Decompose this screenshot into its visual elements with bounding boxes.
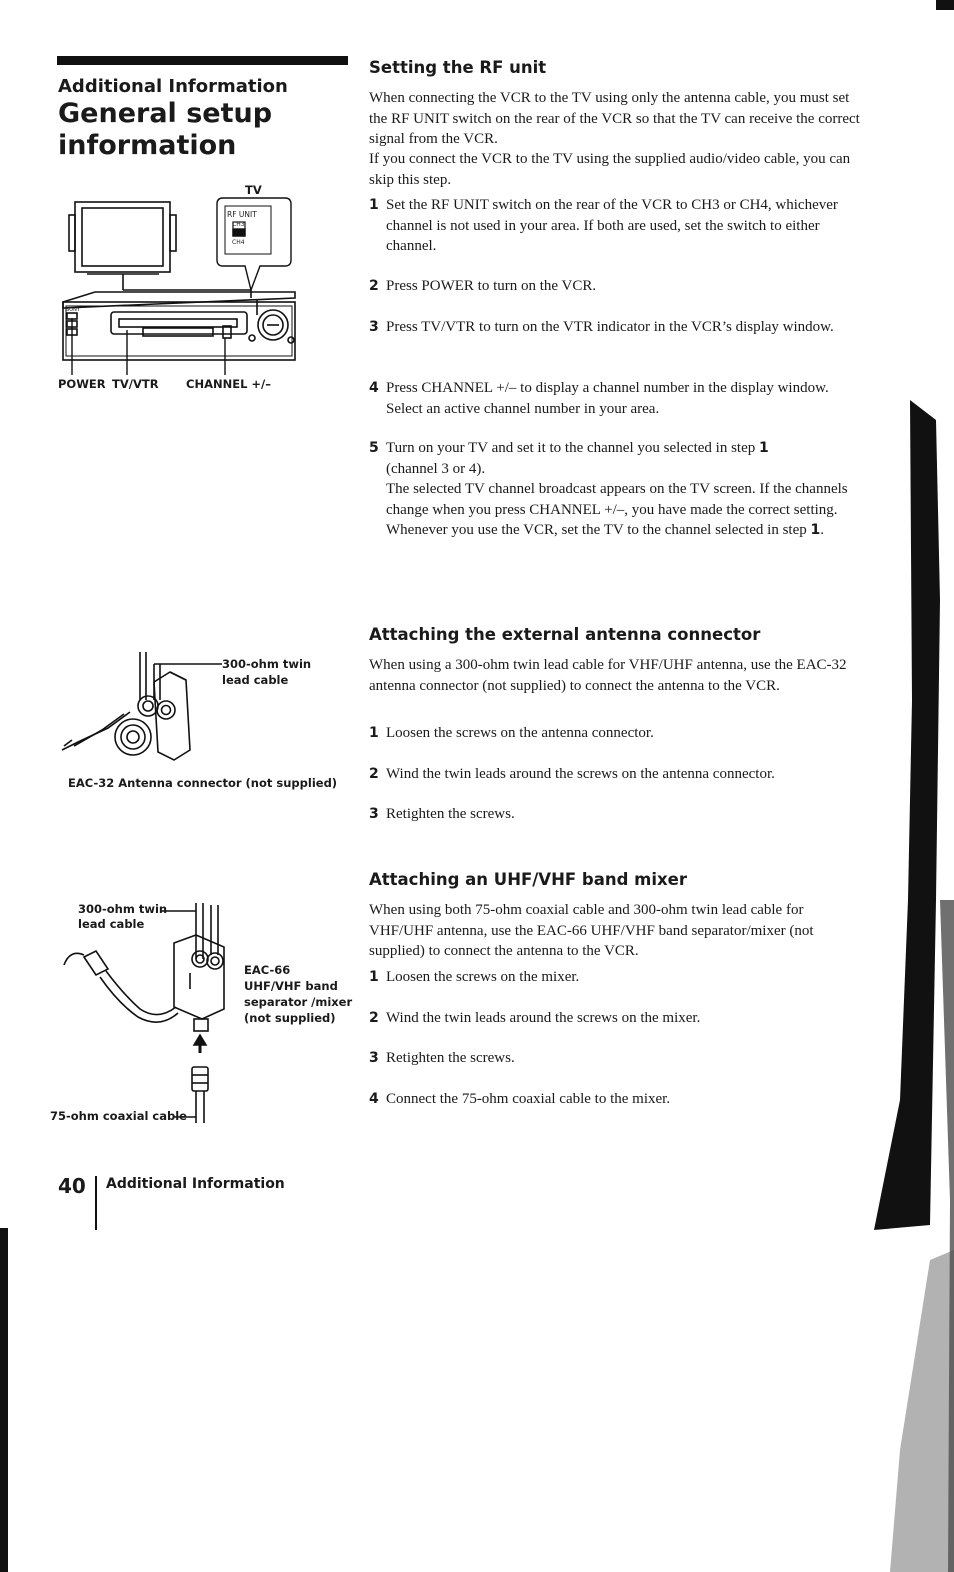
scan-edge-right xyxy=(870,0,954,1572)
step-5-text-b: (channel 3 or 4). xyxy=(386,460,486,477)
antenna-step-1 xyxy=(369,723,869,744)
eac66-cable-label-1: 300-ohm twin xyxy=(78,902,168,916)
step-number: 2 xyxy=(369,1010,379,1026)
step-number: 1 xyxy=(369,197,379,213)
step-number: 3 xyxy=(369,806,379,822)
step-text: Retighten the screws. xyxy=(386,806,515,822)
step-number: 4 xyxy=(369,380,379,396)
power-label: POWER xyxy=(58,377,106,391)
footer-section-label: Additional Information xyxy=(106,1176,285,1192)
tv-vcr-figure xyxy=(55,180,355,390)
ch4-text: CH4 xyxy=(232,239,245,246)
eac32-caption: EAC-32 Antenna connector (not supplied) xyxy=(68,776,338,790)
rf-unit-heading: Setting the RF unit xyxy=(369,58,547,77)
step-number: 2 xyxy=(369,766,379,782)
step-text: Set the RF UNIT switch on the rear of the VCR to CH3 or CH4, whichever channel is not used in your area. If both are used, set the switch to either channel. xyxy=(386,197,838,254)
eac66-figure xyxy=(48,895,358,1135)
scan-edge-left xyxy=(0,1228,8,1572)
step-number: 4 xyxy=(369,1091,379,1107)
step-number: 2 xyxy=(369,278,379,294)
eac32-cable-label-1: 300-ohm twin xyxy=(222,657,312,671)
step-ref: 1 xyxy=(759,440,769,456)
page-title: General setup information xyxy=(58,98,273,161)
rf-step-1 xyxy=(369,195,869,257)
step-5-text-c: The selected TV channel broadcast appears on the TV screen. If the channels change when you press CHANNEL +/–, you have made the correct setting. xyxy=(386,481,848,518)
vcr-drawing xyxy=(63,292,295,360)
rf-unit-text: RF UNIT xyxy=(227,210,257,219)
eac32-figure xyxy=(58,650,358,800)
tv-vtr-label: TV/VTR xyxy=(112,377,159,391)
mixer-heading: Attaching an UHF/VHF band mixer xyxy=(369,870,687,889)
step-5-tail: . xyxy=(820,522,824,538)
step-text: Press TV/VTR to turn on the VTR indicator in the VCR’s display window. xyxy=(386,319,834,335)
eac66-cable-label-2: lead cable xyxy=(78,917,145,931)
header-rule xyxy=(57,56,348,65)
antenna-heading: Attaching the external antenna connector xyxy=(369,625,761,644)
rf-unit-intro-2: If you connect the VCR to the TV using the supplied audio/video cable, you can skip this step. xyxy=(369,151,851,188)
mixer-intro: When using both 75-ohm coaxial cable and 300-ohm twin lead cable for VHF/UHF antenna, use the EAC-66 UHF/VHF band separator/mixer (not supplied) to connect the antenna to the VCR. xyxy=(369,902,814,959)
step-text: Press CHANNEL +/– to display a channel number in the display window. Select an active channel number in your area. xyxy=(386,380,829,417)
rf-step-4 xyxy=(369,378,869,419)
step-number: 1 xyxy=(369,725,379,741)
eac66-mixer-label-3: separator /mixer xyxy=(244,995,353,1009)
step-text: Loosen the screws on the antenna connector. xyxy=(386,725,654,741)
footer-divider xyxy=(95,1176,97,1230)
channel-label: CHANNEL +/– xyxy=(186,377,271,391)
section-label: Additional Information xyxy=(58,76,288,97)
step-text: Connect the 75-ohm coaxial cable to the mixer. xyxy=(386,1091,671,1107)
eac66-mixer-label-2: UHF/VHF band xyxy=(244,979,338,993)
antenna-step-3 xyxy=(369,804,869,825)
tv-label: TV xyxy=(245,183,262,197)
step-text xyxy=(386,438,869,541)
step-5-text-a: Turn on your TV and set it to the channel you selected in step xyxy=(386,440,756,456)
eac32-cable-label-2: lead cable xyxy=(222,673,289,687)
eac66-coax-label: 75-ohm coaxial cable xyxy=(50,1109,187,1123)
antenna-intro: When using a 300-ohm twin lead cable for VHF/UHF antenna, use the EAC-32 antenna connector (not supplied) to connect the antenna to the VCR. xyxy=(369,657,847,694)
tv-drawing xyxy=(69,202,176,274)
step-text: Loosen the screws on the mixer. xyxy=(386,969,580,985)
tv-vcr-illustration xyxy=(55,180,355,375)
mixer-step-3 xyxy=(369,1048,869,1069)
eac66-mixer-label-4: (not supplied) xyxy=(244,1011,336,1025)
page-number: 40 xyxy=(58,1174,86,1198)
step-text: Wind the twin leads around the screws on the mixer. xyxy=(386,1010,701,1026)
step-number: 3 xyxy=(369,319,379,335)
step-5-text-d: Whenever you use the VCR, set the TV to the channel selected in step xyxy=(386,522,807,538)
eac66-mixer-label-1: EAC-66 xyxy=(244,963,291,977)
mixer-step-1 xyxy=(369,967,869,988)
step-number: 1 xyxy=(369,969,379,985)
rf-unit-intro-1: When connecting the VCR to the TV using only the antenna cable, you must set the RF UNIT switch on the rear of the VCR so that the TV can receive the correct signal from the VCR. xyxy=(369,90,860,147)
sony-brand-text: SONY xyxy=(66,307,80,313)
rf-step-2 xyxy=(369,276,869,297)
rf-step-5 xyxy=(369,438,869,541)
mixer-step-2 xyxy=(369,1008,869,1029)
step-text: Retighten the screws. xyxy=(386,1050,515,1066)
step-number: 5 xyxy=(369,440,379,456)
rf-step-3 xyxy=(369,317,869,338)
mixer-step-4 xyxy=(369,1089,869,1110)
antenna-step-2 xyxy=(369,764,869,785)
step-text: Wind the twin leads around the screws on the antenna connector. xyxy=(386,766,775,782)
step-ref: 1 xyxy=(810,522,821,538)
step-text: Press POWER to turn on the VCR. xyxy=(386,278,597,294)
ch3-text: CH3 xyxy=(232,221,245,228)
step-number: 3 xyxy=(369,1050,379,1066)
